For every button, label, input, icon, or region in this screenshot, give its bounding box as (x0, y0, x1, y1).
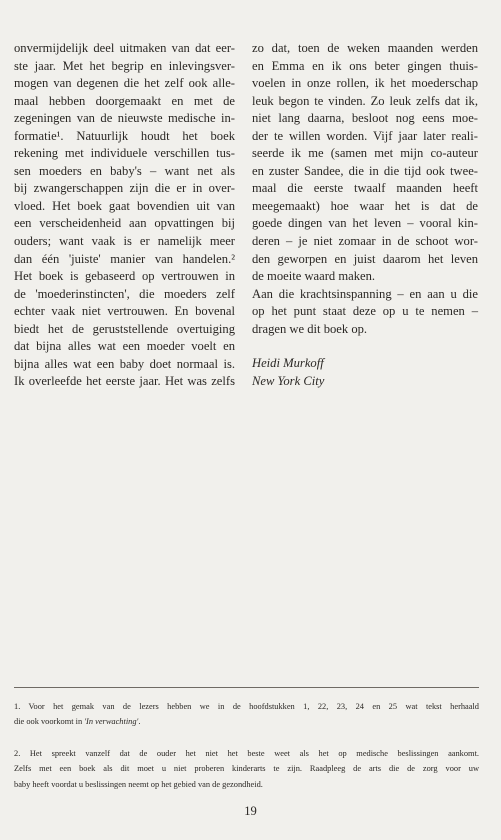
body-text-line: seerde ik me (samen met mijn co-auteur (252, 146, 478, 161)
footnote-divider (14, 687, 479, 688)
signature-place: New York City (252, 373, 325, 388)
body-text-line: sen moeders en baby's – want net als (14, 163, 235, 178)
body-text-line: Ik overleefde het eerste jaar. Het was zelfs (14, 374, 235, 389)
page-number: 19 (244, 804, 257, 818)
body-text-line: goede dingen van het leven – vooral kin- (252, 216, 478, 231)
body-text-line: biedt het de geruststellende overtuiging (14, 321, 235, 336)
footnote-line: baby heeft voordat u beslissingen neemt op het gebied van de gezondheid. (14, 779, 263, 789)
body-text-line: leuk begon te vinden. Zo leuk zelfs dat ik, (252, 93, 478, 108)
body-text-line: ouders; want vaak is er namelijk meer (14, 234, 235, 249)
body-text-line: onvermijdelijk deel uitmaken van dat eer- (14, 41, 235, 55)
body-text-line: voelen in onze rollen, ik het moederschap (252, 76, 478, 91)
footnote-line: 2. Het spreekt vanzelf dat de ouder het niet het beste weet als het op medische beslissingen aankomt. (14, 748, 479, 758)
footnote-text: . (138, 717, 141, 727)
body-text-line: dan één 'juiste' manier van handelen.² (14, 251, 235, 266)
signature-block (252, 355, 478, 390)
body-text-line: ste jaar. Met het begrip en inlevingsver- (14, 58, 235, 73)
body-text-line: de 'moederinstincten', die moeders zelf (14, 286, 235, 301)
body-text-line: op het punt staat deze op u te nemen – (252, 304, 478, 319)
footnote-line (14, 714, 479, 729)
body-text-line: de moeite waard maken. (252, 269, 376, 284)
left-text-column (14, 40, 235, 391)
footnote-1 (14, 699, 479, 730)
body-text-line: zegeningen van de nieuwste medische in- (14, 111, 235, 126)
body-text-line: meegemaakt) hoe waar het is dat de (252, 198, 478, 213)
body-text-line: en zuster Sandee, die in die tijd ook twee- (252, 163, 478, 178)
body-text-line: formatie¹. Natuurlijk houdt het boek (14, 128, 235, 143)
body-text-line: echter vaak niet vertrouwen. En bovenal (14, 304, 235, 319)
signature-name: Heidi Murkoff (252, 356, 324, 371)
body-text-line: den geworpen en juist daarom het leven (252, 251, 478, 266)
footnotes (14, 699, 479, 792)
right-text-column (252, 40, 478, 390)
body-text-line: niet lang daarna, besloot nog eens moe- (252, 111, 478, 126)
body-text-line: dragen we dit boek op. (252, 321, 368, 336)
body-text-line: rekening met individuele verschillen tus- (14, 146, 235, 161)
body-text-line: deren – je niet zomaar in de schoot wor- (252, 234, 478, 249)
body-text-line: bij zwangerschappen zijn die er in over- (14, 181, 235, 196)
footnote-2 (14, 746, 479, 792)
body-text-line: maal hebben doorgemaakt en met de (14, 93, 235, 108)
body-text-line: bijna alles wat een baby doet normaal is. (14, 356, 235, 371)
body-text-line: en Emma en ik ons beter gingen thuis- (252, 58, 478, 73)
book-title: 'In verwachting' (84, 717, 139, 727)
body-text-line: Aan die krachtsinspanning – en aan u die (252, 286, 478, 301)
body-text-line: zo dat, toen de weken maanden werden (252, 41, 478, 55)
footnote-line: 1. Voor het gemak van de lezers hebben we in de hoofdstukken 1, 22, 23, 24 en 25 wat tekst herhaald (14, 702, 479, 711)
body-text-line: maal die eerste twaalf maanden heeft (252, 181, 478, 196)
footnote-line: Zelfs met een boek als dit moet u niet proberen kinderarts te zijn. Raadpleeg de arts die de zorg voor uw (14, 764, 479, 774)
body-text-line: mogen van degenen die het zelf ook alle- (14, 76, 235, 91)
body-text-line: een verscheidenheid aan opvattingen bij (14, 216, 235, 231)
body-text-line: dat bijna alles wat een moeder voelt en (14, 339, 235, 354)
body-text-line: Het boek is gebaseerd op vertrouwen in (14, 269, 235, 284)
body-text-line: der te willen worden. Vijf jaar later reali- (252, 128, 478, 143)
footnote-text: die ook voorkomt in (14, 717, 85, 727)
body-text-line: vloed. Het boek gaat bovendien uit van (14, 198, 235, 213)
